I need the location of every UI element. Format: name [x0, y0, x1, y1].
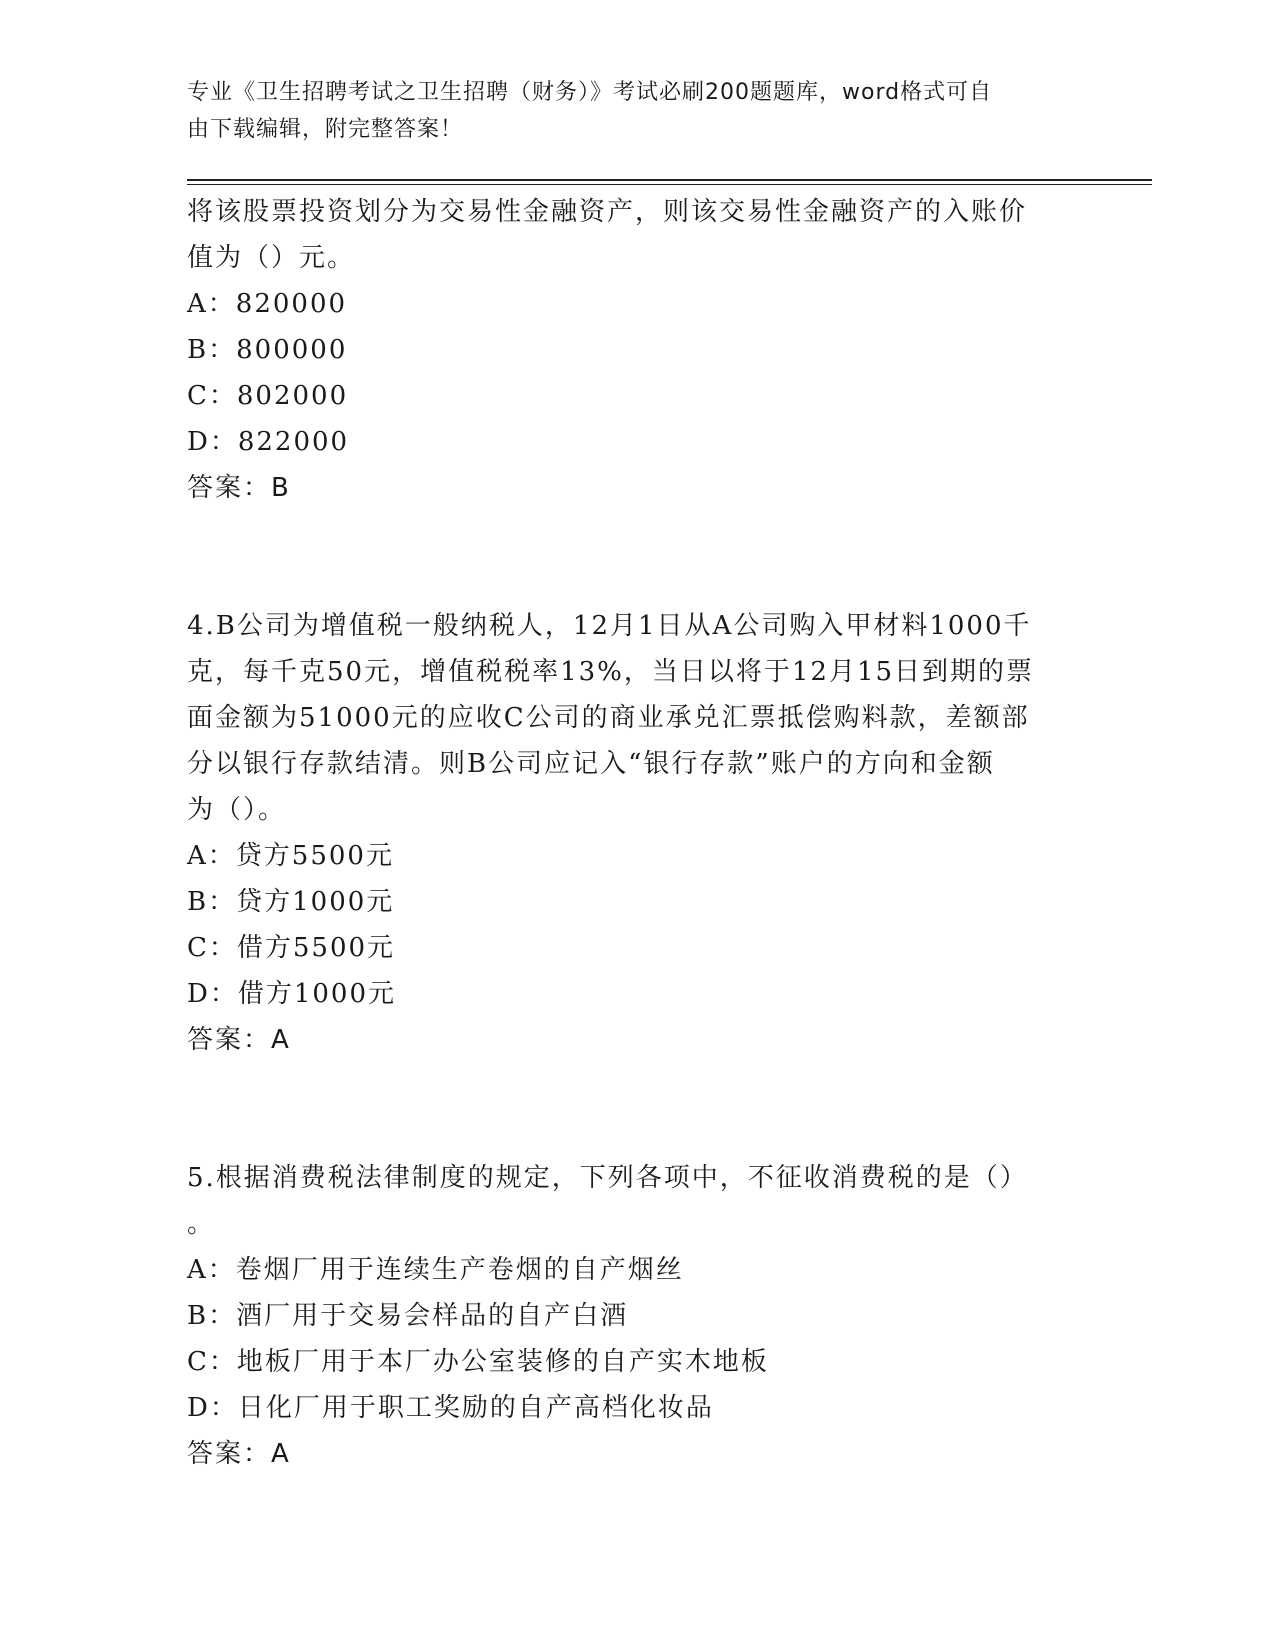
option-c: C：地板厂用于本厂办公室装修的自产实木地板 — [187, 1347, 769, 1377]
question-stem-line: 。 — [187, 1209, 216, 1239]
option-b: B：酒厂用于交易会样品的自产白酒 — [187, 1301, 629, 1331]
question-3 — [187, 189, 1067, 511]
option-a: A：贷方5500元 — [187, 841, 394, 871]
header-line-1: 专业《卫生招聘考试之卫生招聘（财务）》考试必刷200题题库，word格式可自 — [187, 80, 993, 105]
question-stem-line: 值为（）元。 — [187, 243, 356, 273]
option-d: D：借方1000元 — [187, 979, 397, 1009]
header-divider-thick — [187, 179, 1152, 181]
question-4 — [187, 603, 1067, 1063]
question-stem-line: 5.根据消费税法律制度的规定，下列各项中，不征收消费税的是（） — [187, 1163, 1028, 1193]
question-stem-line: 分以银行存款结清。则B公司应记入“银行存款”账户的方向和金额 — [187, 749, 995, 779]
option-c: C：802000 — [187, 381, 349, 411]
option-c: C：借方5500元 — [187, 933, 396, 963]
option-d: D：日化厂用于职工奖励的自产高档化妆品 — [187, 1393, 714, 1423]
question-stem-line: 将该股票投资划分为交易性金融资产，则该交易性金融资产的入账价 — [187, 197, 1028, 227]
answer-label: 答案： — [187, 473, 272, 503]
option-a: A：卷烟厂用于连续生产卷烟的自产烟丝 — [187, 1255, 684, 1285]
question-stem-line: 面金额为51000元的应收C公司的商业承兑汇票抵偿购料款，差额部 — [187, 703, 1030, 733]
option-a: A：820000 — [187, 289, 348, 319]
answer-value: A — [271, 1025, 291, 1055]
header-line-2: 由下载编辑，附完整答案！ — [187, 117, 464, 142]
answer-line — [187, 465, 1067, 511]
option-d: D：822000 — [187, 427, 350, 457]
header-divider-thin — [187, 184, 1152, 185]
answer-line — [187, 1017, 1067, 1063]
answer-value: B — [271, 473, 291, 503]
question-stem-line: 克，每千克50元，增值税税率13%，当日以将于12月15日到期的票 — [187, 657, 1035, 687]
option-b: B：贷方1000元 — [187, 887, 395, 917]
answer-line — [187, 1431, 1067, 1477]
answer-value: A — [271, 1439, 291, 1469]
answer-label: 答案： — [187, 1025, 272, 1055]
answer-label: 答案： — [187, 1439, 272, 1469]
question-stem-line: 为（）。 — [187, 795, 287, 825]
question-content — [187, 189, 1067, 1569]
question-5 — [187, 1155, 1067, 1477]
document-header — [187, 74, 1067, 148]
option-b: B：800000 — [187, 335, 348, 365]
question-stem-line: 4.B公司为增值税一般纳税人，12月1日从A公司购入甲材料1000千 — [187, 611, 1032, 641]
